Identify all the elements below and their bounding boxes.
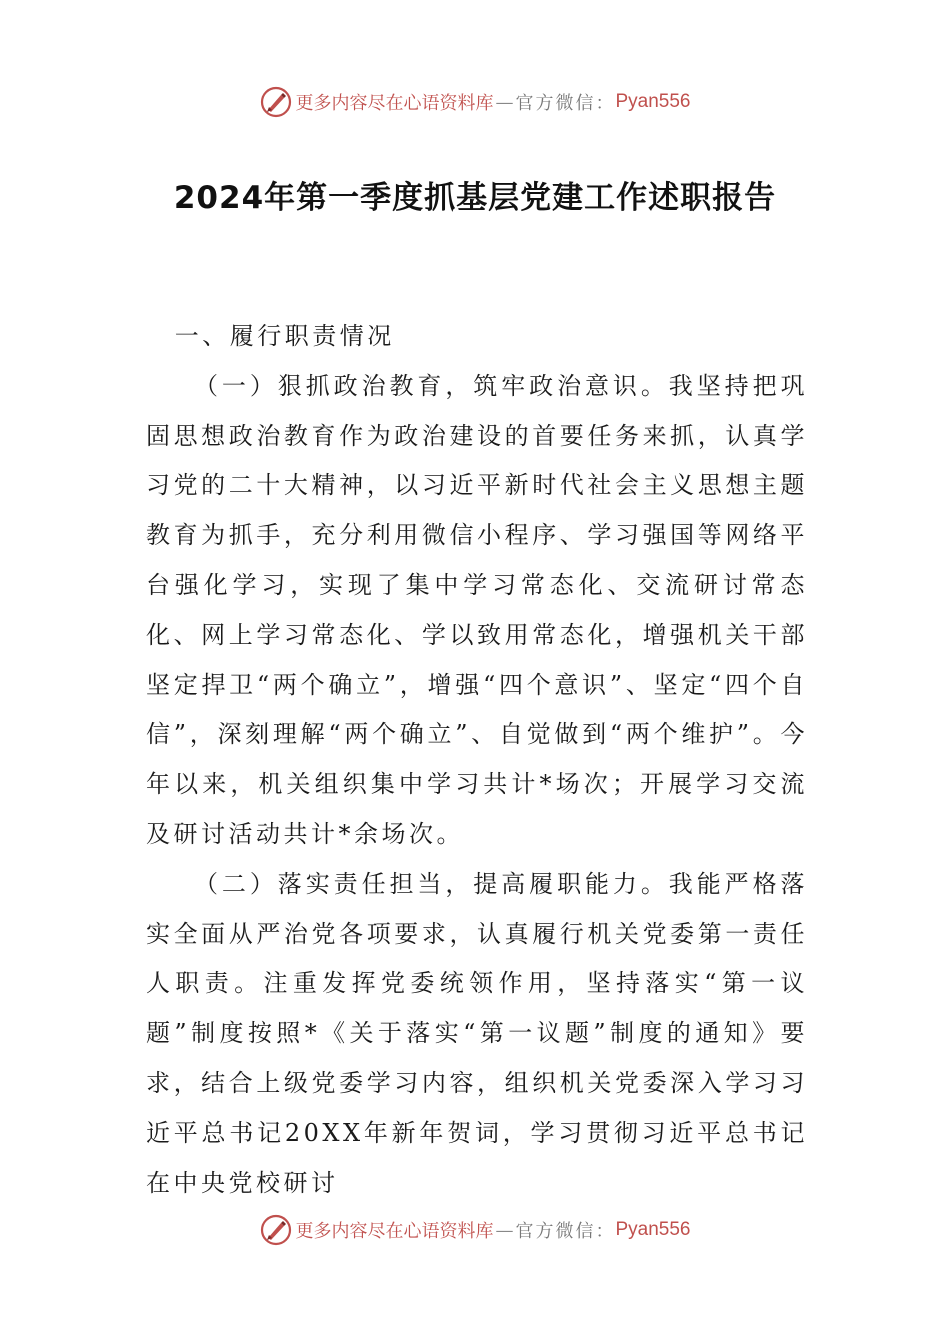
- watermark-text: 更多内容尽在心语资料库: [295, 1221, 494, 1242]
- watermark-wechat-id: Pyan556: [615, 1219, 691, 1240]
- footer-watermark: [0, 1210, 950, 1250]
- watermark-wechat-id: Pyan556: [615, 91, 691, 112]
- watermark-wechat-label: 官方微信：: [515, 1221, 616, 1242]
- paragraph-2: （二）落实责任担当，提高履职能力。我能严格落实全面从严治党各项要求，认真履行机关党委第一责任人职责。注重发挥党委统领作用，坚持落实“第一议题”制度按照*《关于落实“第一议题”制度的通知》要求，结合上级党委学习内容，组织机关党委深入学习习近平总书记20XX年新年贺词，学习贯彻习近平总书记在中央党校研讨: [146, 869, 808, 1197]
- document-body: [146, 312, 808, 1208]
- watermark-wechat-label: 官方微信：: [515, 93, 616, 114]
- header-watermark: [0, 82, 950, 122]
- pen-logo-icon: [259, 1213, 293, 1247]
- pen-logo-icon: [259, 85, 293, 119]
- section-heading: 一、履行职责情况: [174, 322, 395, 350]
- watermark-text: 更多内容尽在心语资料库: [295, 93, 494, 114]
- watermark-dash: —: [495, 91, 514, 113]
- paragraph-1: （一）狠抓政治教育，筑牢政治意识。我坚持把巩固思想政治教育作为政治建设的首要任务来抓，认真学习党的二十大精神，以习近平新时代社会主义思想主题教育为抓手，充分利用微信小程序、学习强国等网络平台强化学习，实现了集中学习常态化、交流研讨常态化、网上学习常态化、学以致用常态化，增强机关干部坚定捍卫“两个确立”，增强“四个意识”、坚定“四个自信”，深刻理解“两个确立”、自觉做到“两个维护”。今年以来，机关组织集中学习共计*场次；开展学习交流及研讨活动共计*余场次。: [146, 371, 808, 848]
- watermark-dash: —: [495, 1219, 514, 1241]
- document-title: 2024年第一季度抓基层党建工作述职报告: [173, 180, 777, 216]
